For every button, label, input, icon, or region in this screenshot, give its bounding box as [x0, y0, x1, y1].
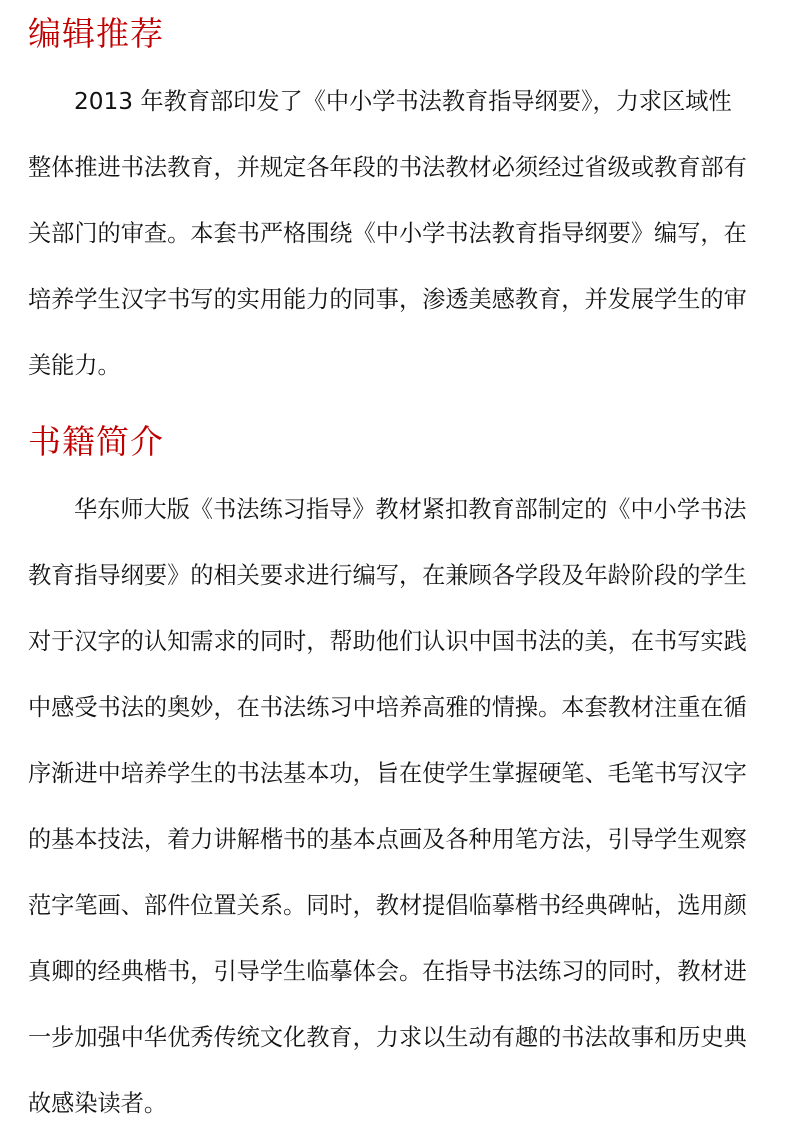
paragraph-line: 培养学生汉字书写的实用能力的同事，渗透美感教育，并发展学生的审	[28, 286, 747, 313]
paragraph-line: 对于汉字的认知需求的同时，帮助他们认识中国书法的美，在书写实践	[28, 628, 747, 655]
paragraph-line: 美能力。	[28, 352, 121, 379]
paragraph-line: 关部门的审查。本套书严格围绕《中小学书法教育指导纲要》编写，在	[28, 220, 747, 247]
paragraph-line: 故感染读者。	[28, 1090, 168, 1117]
paragraph-line: 教育指导纲要》的相关要求进行编写，在兼顾各学段及年龄阶段的学生	[28, 562, 747, 589]
paragraph-line: 的基本技法，着力讲解楷书的基本点画及各种用笔方法，引导学生观察	[28, 826, 747, 853]
paragraph-line: 整体推进书法教育，并规定各年段的书法教材必须经过省级或教育部有	[28, 154, 747, 181]
paragraph-line: 华东师大版《书法练习指导》教材紧扣教育部制定的《中小学书法	[74, 496, 747, 523]
section-title-book-introduction: 书籍简介	[28, 422, 164, 461]
paragraph-line: 真卿的经典楷书，引导学生临摹体会。在指导书法练习的同时，教材进	[28, 958, 747, 985]
paragraph-line: 2013 年教育部印发了《中小学书法教育指导纲要》，力求区域性	[74, 88, 732, 115]
paragraph-line: 范字笔画、部件位置关系。同时，教材提倡临摹楷书经典碑帖，选用颜	[28, 892, 747, 919]
paragraph-line: 一步加强中华优秀传统文化教育，力求以生动有趣的书法故事和历史典	[28, 1024, 747, 1051]
paragraph-line: 序渐进中培养学生的书法基本功，旨在使学生掌握硬笔、毛笔书写汉字	[28, 760, 747, 787]
paragraph-line: 中感受书法的奥妙，在书法练习中培养高雅的情操。本套教材注重在循	[28, 694, 747, 721]
section-title-editor-recommendation: 编辑推荐	[28, 14, 164, 53]
